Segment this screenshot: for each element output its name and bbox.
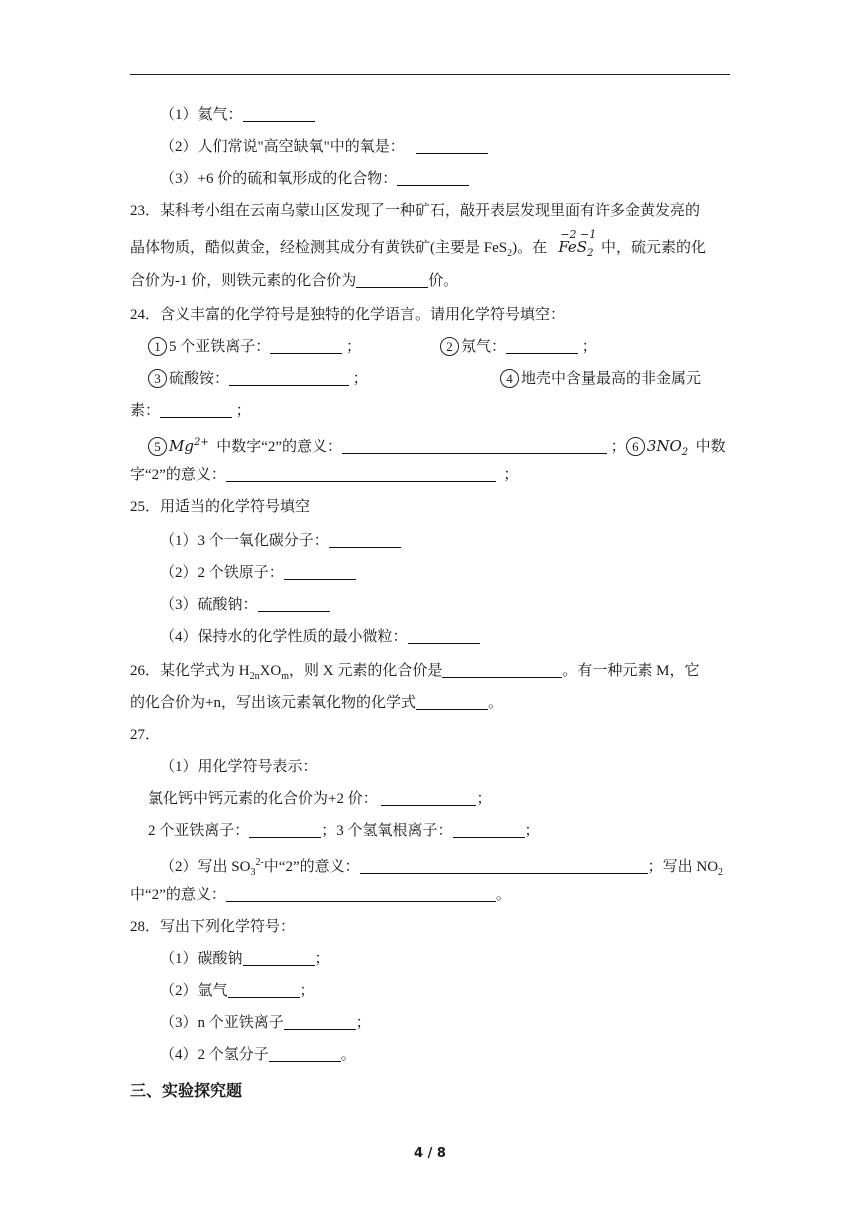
- answer-blank[interactable]: [160, 401, 232, 418]
- fes2-formula: −2 −1 FeS$_2$: [558, 228, 597, 259]
- q24-item5: 5 $Mg^{2+}$ 中数字“2”的意义： ； 6 $3NO_2$ 中数: [148, 432, 726, 464]
- answer-blank[interactable]: [258, 595, 330, 612]
- answer-blank[interactable]: [270, 337, 342, 354]
- answer-blank[interactable]: [229, 369, 349, 386]
- answer-blank[interactable]: [269, 1045, 341, 1062]
- q28-part4: （4）2 个氢分子 。: [160, 1047, 356, 1063]
- circled-number: 6: [626, 437, 645, 456]
- circled-number: 1: [148, 337, 167, 356]
- answer-blank[interactable]: [226, 885, 496, 902]
- answer-blank[interactable]: [506, 337, 578, 354]
- q23-line2: 晶体物质，酷似黄金，经检测其成分有黄铁矿(主要是 FeS$_2$)。在 −2 −1 FeS$_2$ 中，硫元素的化: [130, 236, 706, 265]
- circled-number: 3: [148, 369, 167, 388]
- q28-part3: （3）n 个亚铁离子 ；: [160, 1015, 371, 1031]
- q22-part2: （2）人们常说"高空缺氧"中的氧是：: [160, 136, 488, 158]
- answer-blank[interactable]: [356, 271, 428, 288]
- answer-blank[interactable]: [329, 531, 401, 548]
- answer-blank[interactable]: [442, 661, 562, 678]
- q24-item6-cont: 字“2”的意义： ；: [130, 467, 519, 483]
- section-title: 三、实验探究题: [130, 1081, 243, 1100]
- q27-part1: （1）用化学符号表示：: [160, 759, 318, 775]
- answer-blank[interactable]: [408, 627, 480, 644]
- answer-blank[interactable]: [284, 1013, 356, 1030]
- answer-blank[interactable]: [397, 169, 469, 186]
- header-rule: [130, 74, 730, 75]
- q25-part3: （3）硫酸钠：: [160, 594, 330, 616]
- q26-line1: 26．某化学式为 $H_{2n}XO_m$，则 X 元素的化合价是 。有一种元素 M，它: [130, 663, 700, 682]
- q24-item4-cont: 素： ；: [130, 403, 251, 419]
- q24-item4: 4 地壳中含量最高的非金属元: [500, 368, 701, 390]
- q25-intro: 25．用适当的化学符号填空: [130, 499, 311, 515]
- answer-blank[interactable]: [228, 981, 300, 998]
- q27-number: 27．: [130, 727, 161, 743]
- q22-part3: （3）+6 价的硫和氧形成的化合物：: [160, 168, 469, 190]
- q25-part2: （2）2 个铁原子：: [160, 562, 356, 584]
- circled-number: 5: [148, 437, 167, 456]
- page-number: 4 / 8: [414, 1146, 446, 1161]
- q27-line-ions: 2 个亚铁离子： ；3 个氢氧根离子： ；: [148, 823, 540, 839]
- answer-blank[interactable]: [249, 821, 321, 838]
- answer-blank[interactable]: [243, 949, 315, 966]
- answer-blank[interactable]: [416, 693, 488, 710]
- q28-part1: （1）碳酸钠 ；: [160, 951, 330, 967]
- q22-part1: （1）氦气：: [160, 104, 315, 126]
- q27-part2-cont: 中“2”的意义： 。: [130, 887, 511, 903]
- answer-blank[interactable]: [284, 563, 356, 580]
- q24-intro: 24．含义丰富的化学符号是独特的化学语言。请用化学符号填空：: [130, 307, 566, 323]
- answer-blank[interactable]: [360, 857, 648, 874]
- circled-number: 2: [440, 337, 459, 356]
- answer-blank[interactable]: [226, 465, 496, 482]
- answer-blank[interactable]: [243, 105, 315, 122]
- q27-part2: （2）写出 $SO_3^{2-}$中“2”的意义： ；写出 $NO_2$: [160, 857, 724, 878]
- q27-line-calcium: 氯化钙中钙元素的化合价为+2 价： ；: [148, 791, 492, 807]
- circled-number: 4: [500, 369, 519, 388]
- q23-line1: 23．某科考小组在云南乌蒙山区发现了一种矿石，敲开表层发现里面有许多金黄发亮的: [130, 203, 701, 219]
- q24-item1: 1 5 个亚铁离子： ；: [148, 336, 361, 358]
- q23-line3: 合价为-1 价，则铁元素的化合价为 价。: [130, 273, 459, 289]
- q25-part1: （1）3 个一氧化碳分子：: [160, 530, 401, 552]
- q28-intro: 28．写出下列化学符号：: [130, 919, 296, 935]
- answer-blank[interactable]: [342, 437, 607, 454]
- q26-line2: 的化合价为+n，写出该元素氧化物的化学式 。: [130, 695, 503, 711]
- answer-blank[interactable]: [381, 789, 476, 806]
- q24-item2: 2 氖气： ；: [440, 336, 597, 358]
- answer-blank[interactable]: [453, 821, 525, 838]
- answer-blank[interactable]: [416, 137, 488, 154]
- q25-part4: （4）保持水的化学性质的最小微粒：: [160, 626, 480, 648]
- q24-item3: 3 硫酸铵： ；: [148, 368, 368, 390]
- q28-part2: （2）氩气 ；: [160, 983, 315, 999]
